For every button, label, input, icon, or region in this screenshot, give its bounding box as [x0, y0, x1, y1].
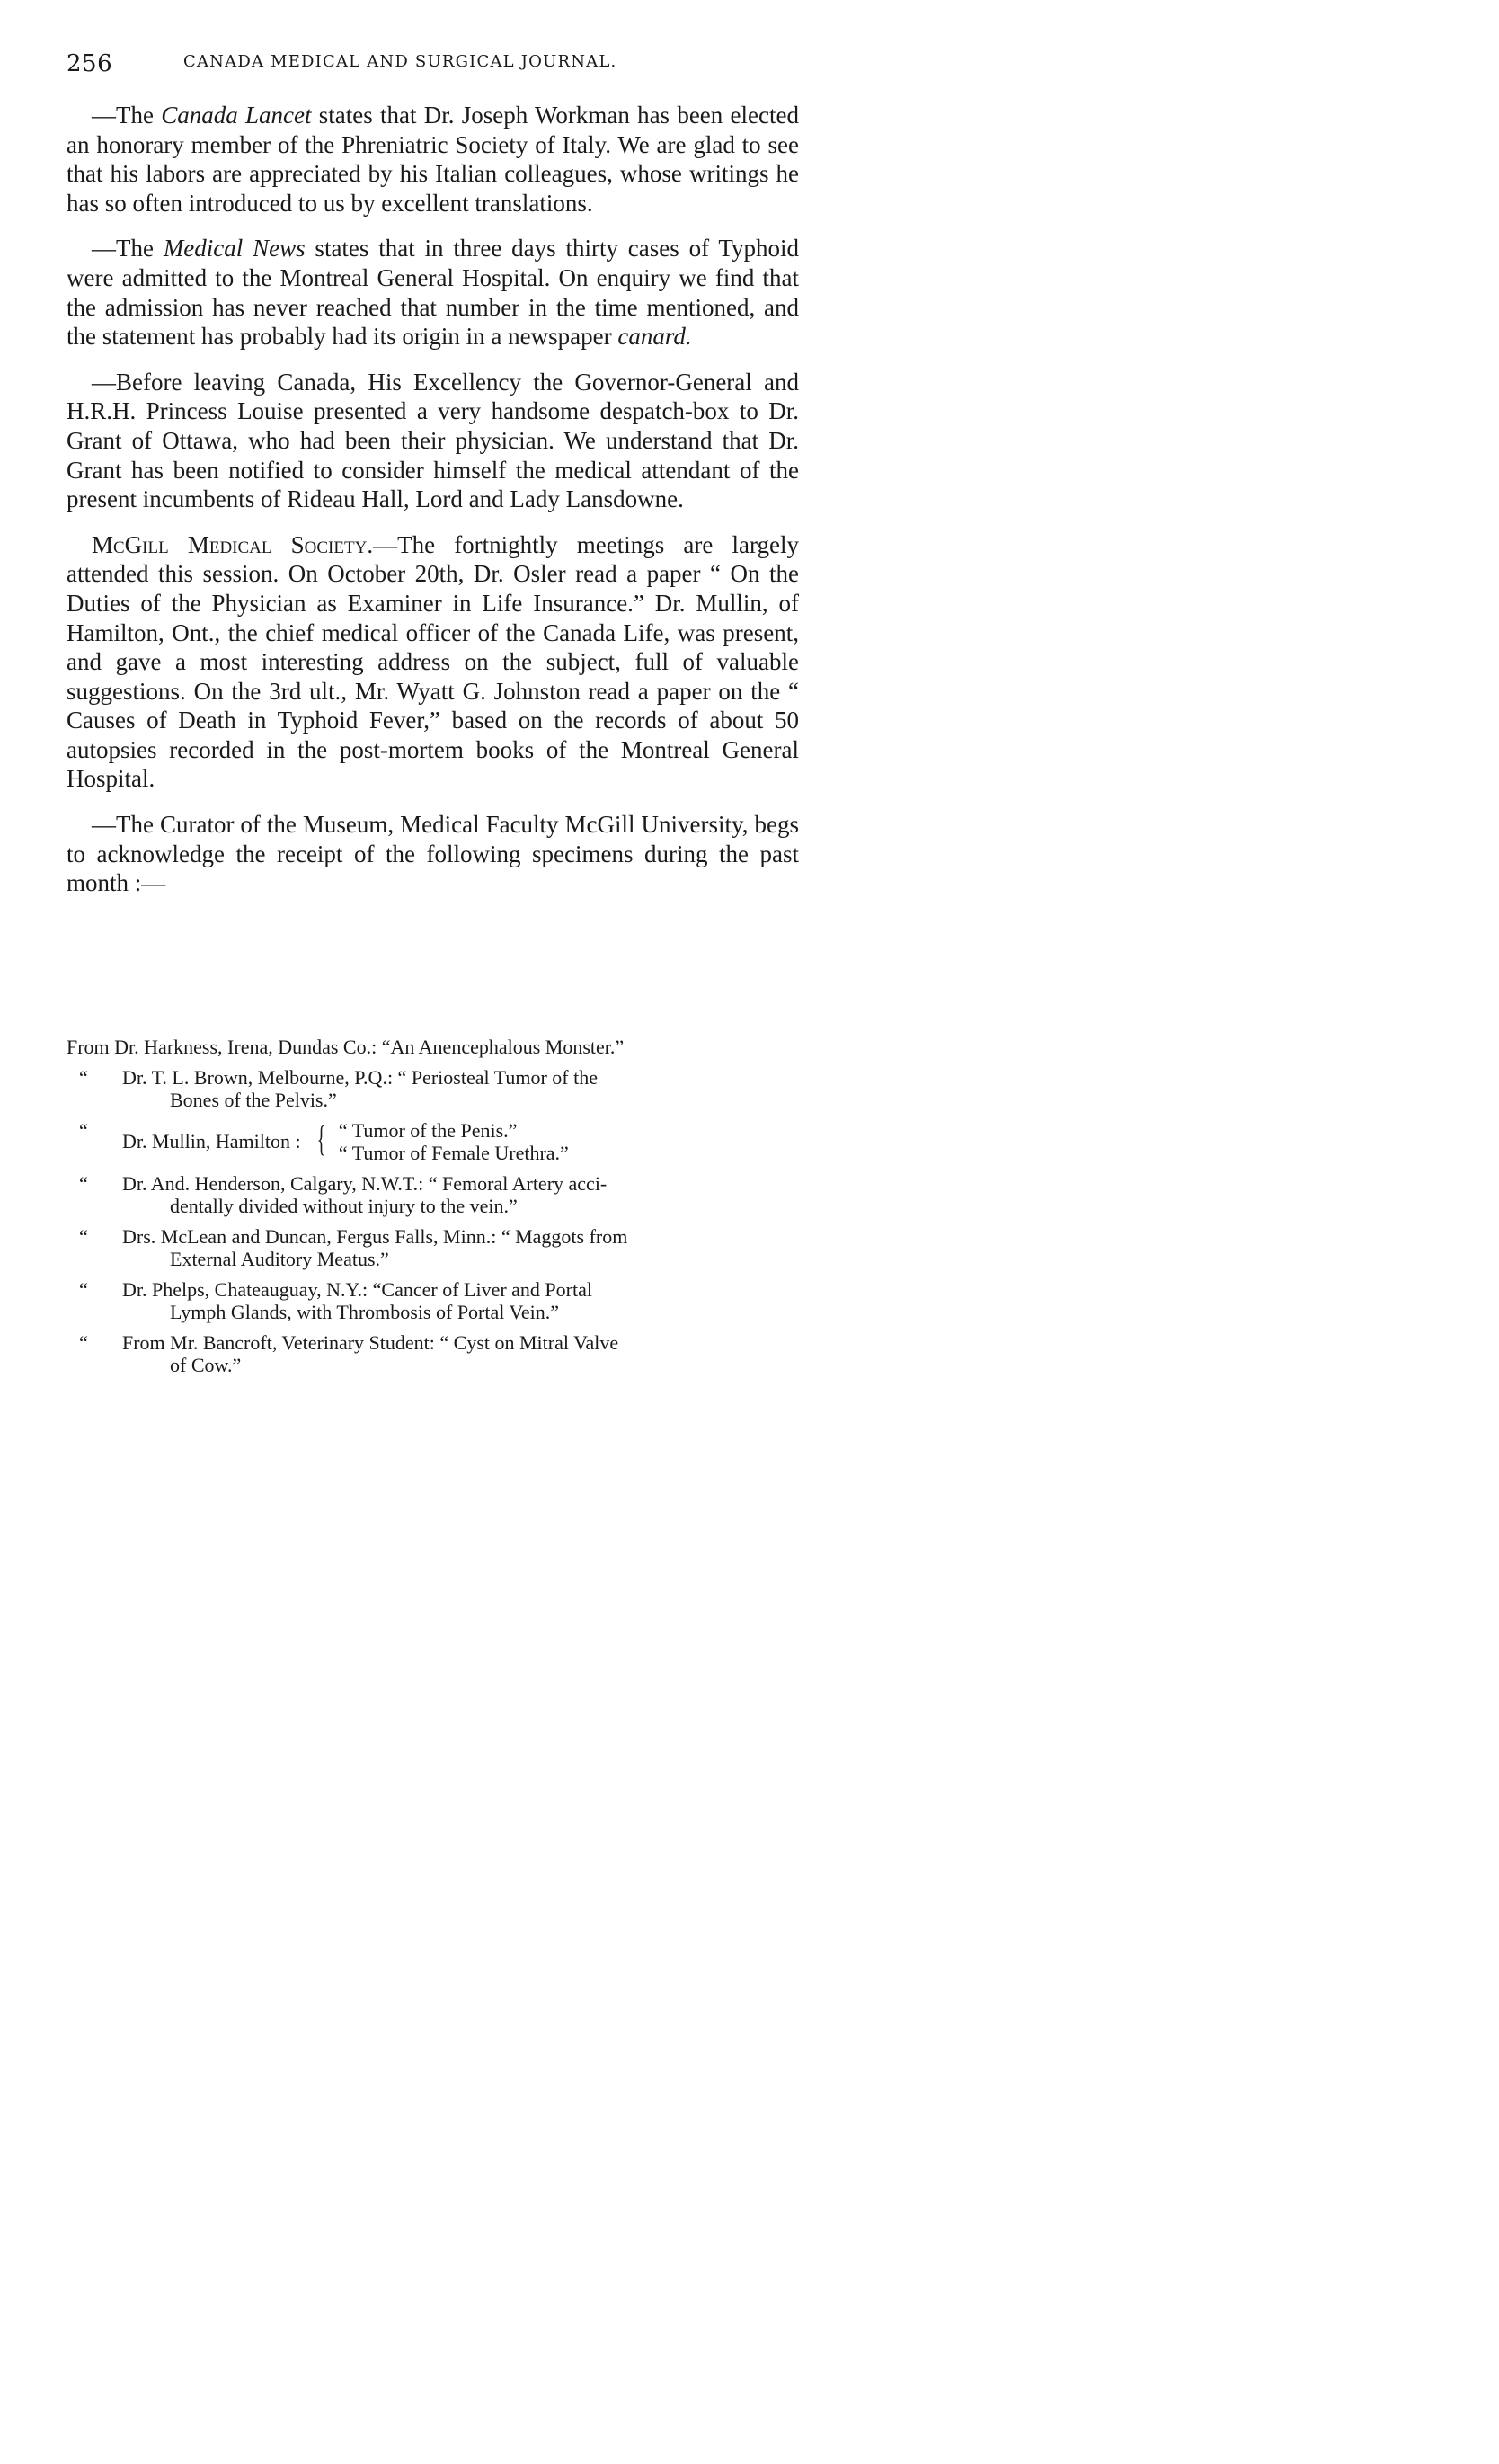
list-item: “ Drs. McLean and Duncan, Fergus Falls, Minn.: “ Maggots from External Auditory Meatus.” [79, 1225, 628, 1270]
paragraph-medical-news: —The Medical News states that in three days thirty cases of Typhoid were admitted to the Montreal General Hospital. On enquiry we find that the admission has never reached that number in the time mentioned, and the statement has probably had its origin in a newspaper canard. [67, 235, 799, 351]
page-number: 256 [67, 50, 113, 77]
list-item: “ Dr. T. L. Brown, Melbourne, P.Q.: “ Periosteal Tumor of the Bones of the Pelvis.” [79, 1066, 598, 1111]
ditto-mark: “ [79, 1278, 88, 1301]
paragraph-canada-lancet: —The Canada Lancet states that Dr. Joseph Workman has been elected an honorary member of the Phreniatric Society of Italy. We are glad to see that his labors are appreciated by his Italian colleagues, whose writings he has so often introduced to us by excellent translations. [67, 102, 799, 217]
article-body [67, 101, 799, 914]
page-header [67, 47, 794, 83]
paragraph-mcgill-society: McGill Medical Society.—The fortnightly meetings are largely attended this session. On October 20th, Dr. Osler read a paper “ On the Duties of the Physician as Examiner in Life Insurance.” Dr. Mullin, of Hamilton, Ont., the chief medical officer of the Canada Life, was present, and gave a most interesting address on the subject, full of valuable suggestions. On the 3rd ult., Mr. Wyatt G. Johnston read a paper on the “ Causes of Death in Typhoid Fever,” based on the records of about 50 autopsies recorded in the post-mortem books of the Montreal General Hospital. [67, 530, 799, 793]
list-item: From Dr. Harkness, Irena, Dundas Co.: “An Anencephalous Monster.” [67, 1036, 625, 1058]
brace-mark: { [316, 1118, 326, 1159]
publication-title: Medical News [163, 235, 306, 262]
paragraph-governor-general: —Before leaving Canada, His Excellency the Governor-General and H.R.H. Princess Louise presented a very handsome despatch-box to Dr. Grant of Ottawa, who had been their physician. We understand that Dr. Grant has been notified to consider himself the medical attendant of the present incumbents of Rideau Hall, Lord and Lady Lansdowne. [67, 368, 799, 513]
italic-word: canard. [617, 323, 692, 351]
list-item: “ From Mr. Bancroft, Veterinary Student: “ Cyst on Mitral Valve of Cow.” [79, 1331, 619, 1376]
ditto-mark: “ [79, 1225, 88, 1248]
section-heading: McGill Medical Society. [92, 530, 374, 558]
ditto-mark: “ [79, 1066, 88, 1089]
list-item: “ Dr. Mullin, Hamilton : { “ Tumor of the Penis.” “ Tumor of Female Urethra.” [79, 1118, 569, 1164]
list-item: “ Dr. And. Henderson, Calgary, N.W.T.: “ Femoral Artery acci- dentally divided without injury to the vein.” [79, 1172, 608, 1217]
running-title: CANADA MEDICAL AND SURGICAL JOURNAL. [183, 52, 617, 71]
ditto-mark: “ [79, 1331, 88, 1354]
ditto-mark: “ [79, 1172, 88, 1195]
specimen-list [67, 1036, 799, 1384]
journal-page [0, 0, 863, 1418]
paragraph-curator: —The Curator of the Museum, Medical Faculty McGill University, begs to acknowledge the receipt of the following specimens during the past month :— [67, 811, 799, 897]
ditto-mark: “ [79, 1119, 88, 1142]
publication-title: Canada Lancet [161, 102, 312, 129]
list-item: “ Dr. Phelps, Chateauguay, N.Y.: “Cancer of Liver and Portal Lymph Glands, with Thrombosis of Portal Vein.” [79, 1278, 592, 1323]
